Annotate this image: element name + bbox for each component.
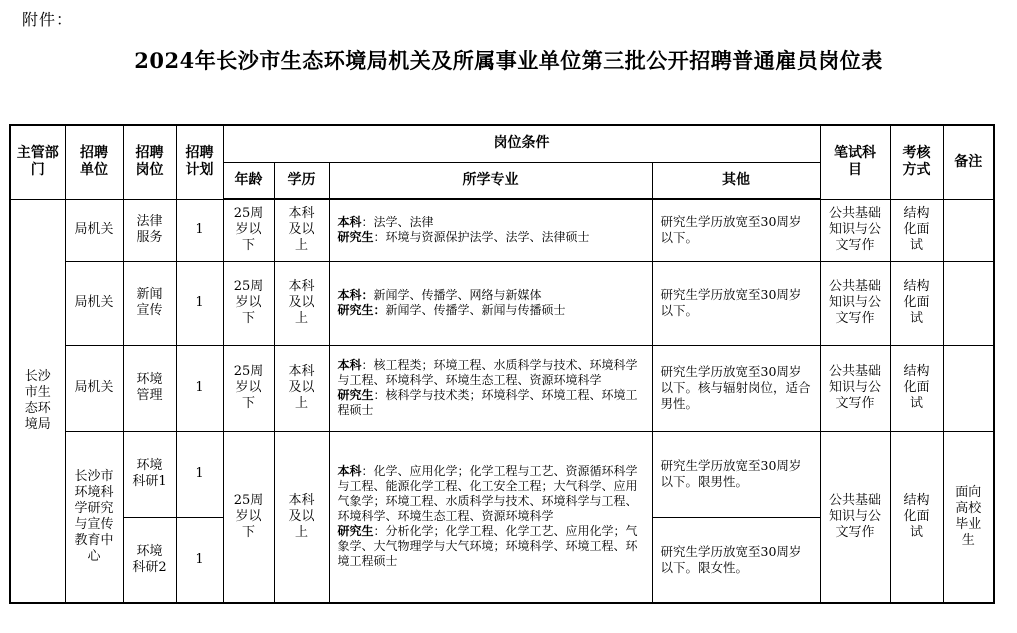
age-cell: 25周岁以下	[223, 261, 274, 345]
table-row	[10, 261, 994, 345]
plan-cell: 1	[176, 431, 223, 517]
header-education: 学历	[274, 162, 329, 199]
remarks-cell	[943, 345, 994, 431]
header-major: 所学专业	[329, 162, 652, 199]
major-cell	[329, 261, 652, 345]
major-cell	[329, 345, 652, 431]
assessment-cell: 结构化面试	[890, 431, 943, 603]
education-cell: 本科及以上	[274, 199, 329, 261]
recruitment-table	[9, 124, 995, 604]
age-cell: 25周岁以下	[223, 345, 274, 431]
undergrad-majors: ：核工程类；环境工程、水质科学与技术、环境科学与工程、环境科学、环境生态工程、资源环境科学	[337, 358, 638, 387]
age-cell: 25周岁以下	[223, 431, 274, 603]
plan-cell: 1	[176, 517, 223, 603]
position-cell: 环境科研1	[123, 431, 176, 517]
other-cell: 研究生学历放宽至30周岁以下。	[652, 261, 820, 345]
remarks-cell	[943, 261, 994, 345]
assessment-cell: 结构化面试	[890, 261, 943, 345]
assessment-cell: 结构化面试	[890, 199, 943, 261]
unit-cell: 长沙市环境科学研究与宣传教育中心	[65, 431, 123, 603]
header-other: 其他	[652, 162, 820, 199]
undergrad-majors: ：化学、应用化学；化学工程与工艺、资源循环科学与工程、能源化学工程、化工安全工程；大气科学、应用气象学；环境工程、水质科学与技术、环境科学与工程、环境科学、环境生态工程、资源环境科学	[337, 464, 638, 524]
other-cell: 研究生学历放宽至30周岁以下。	[652, 199, 820, 261]
undergrad-label: 本科	[337, 358, 362, 372]
other-cell: 研究生学历放宽至30周岁以下。限女性。	[652, 517, 820, 603]
major-cell	[329, 431, 652, 603]
unit-cell: 局机关	[65, 261, 123, 345]
other-cell: 研究生学历放宽至30周岁以下。核与辐射岗位，适合男性。	[652, 345, 820, 431]
age-cell: 25周岁以下	[223, 199, 274, 261]
header-position: 招聘岗位	[123, 125, 176, 199]
position-cell: 环境科研2	[123, 517, 176, 603]
grad-label: 研究生	[337, 388, 374, 402]
position-cell: 法律服务	[123, 199, 176, 261]
education-cell: 本科及以上	[274, 345, 329, 431]
assessment-cell: 结构化面试	[890, 345, 943, 431]
table-row	[10, 345, 994, 431]
grad-majors: 新闻学、传播学、新闻与传播硕士	[385, 303, 566, 317]
position-cell: 环境管理	[123, 345, 176, 431]
written-exam-cell: 公共基础知识与公文写作	[820, 261, 890, 345]
plan-cell: 1	[176, 345, 223, 431]
plan-cell: 1	[176, 199, 223, 261]
grad-majors: ：分析化学；化学工程、化学工艺、应用化学；气象学、大气物理学与大气环境；环境科学、环境工程、环境工程硕士	[337, 524, 638, 569]
header-remarks: 备注	[943, 125, 994, 199]
grad-label: 研究生	[337, 524, 374, 539]
department-cell: 长沙市生态环境局	[10, 199, 65, 603]
remarks-cell	[943, 199, 994, 261]
page-title: 2024年长沙市生态环境局机关及所属事业单位第三批公开招聘普通雇员岗位表	[134, 48, 883, 73]
grad-majors: ：核科学与技术类；环境科学、环境工程、环境工程硕士	[337, 388, 638, 417]
education-cell: 本科及以上	[274, 261, 329, 345]
grad-label: 研究生	[337, 230, 374, 245]
position-cell: 新闻宣传	[123, 261, 176, 345]
grad-label: 研究生：	[337, 303, 386, 317]
major-cell	[329, 199, 652, 261]
undergrad-label: 本科	[337, 215, 362, 230]
remarks-cell: 面向高校毕业生	[943, 431, 994, 603]
written-exam-cell: 公共基础知识与公文写作	[820, 431, 890, 603]
attachment-label: 附件：	[22, 10, 74, 29]
education-cell: 本科及以上	[274, 431, 329, 603]
undergrad-majors: 新闻学、传播学、网络与新媒体	[373, 288, 542, 302]
header-assessment: 考核方式	[890, 125, 943, 199]
other-cell: 研究生学历放宽至30周岁以下。限男性。	[652, 431, 820, 517]
header-age: 年龄	[223, 162, 274, 199]
header-written-exam: 笔试科目	[820, 125, 890, 199]
unit-cell: 局机关	[65, 199, 123, 261]
written-exam-cell: 公共基础知识与公文写作	[820, 199, 890, 261]
plan-cell: 1	[176, 261, 223, 345]
written-exam-cell: 公共基础知识与公文写作	[820, 345, 890, 431]
table-row	[10, 199, 994, 261]
undergrad-label: 本科	[337, 464, 362, 479]
table-row	[10, 431, 994, 517]
undergrad-majors: ：法学、法律	[361, 215, 434, 230]
header-plan: 招聘计划	[176, 125, 223, 199]
undergrad-label: 本科：	[337, 288, 374, 302]
header-department: 主管部门	[10, 125, 65, 199]
header-unit: 招聘单位	[65, 125, 123, 199]
header-conditions: 岗位条件	[223, 125, 820, 162]
unit-cell: 局机关	[65, 345, 123, 431]
grad-majors: ：环境与资源保护法学、法学、法律硕士	[373, 230, 590, 245]
